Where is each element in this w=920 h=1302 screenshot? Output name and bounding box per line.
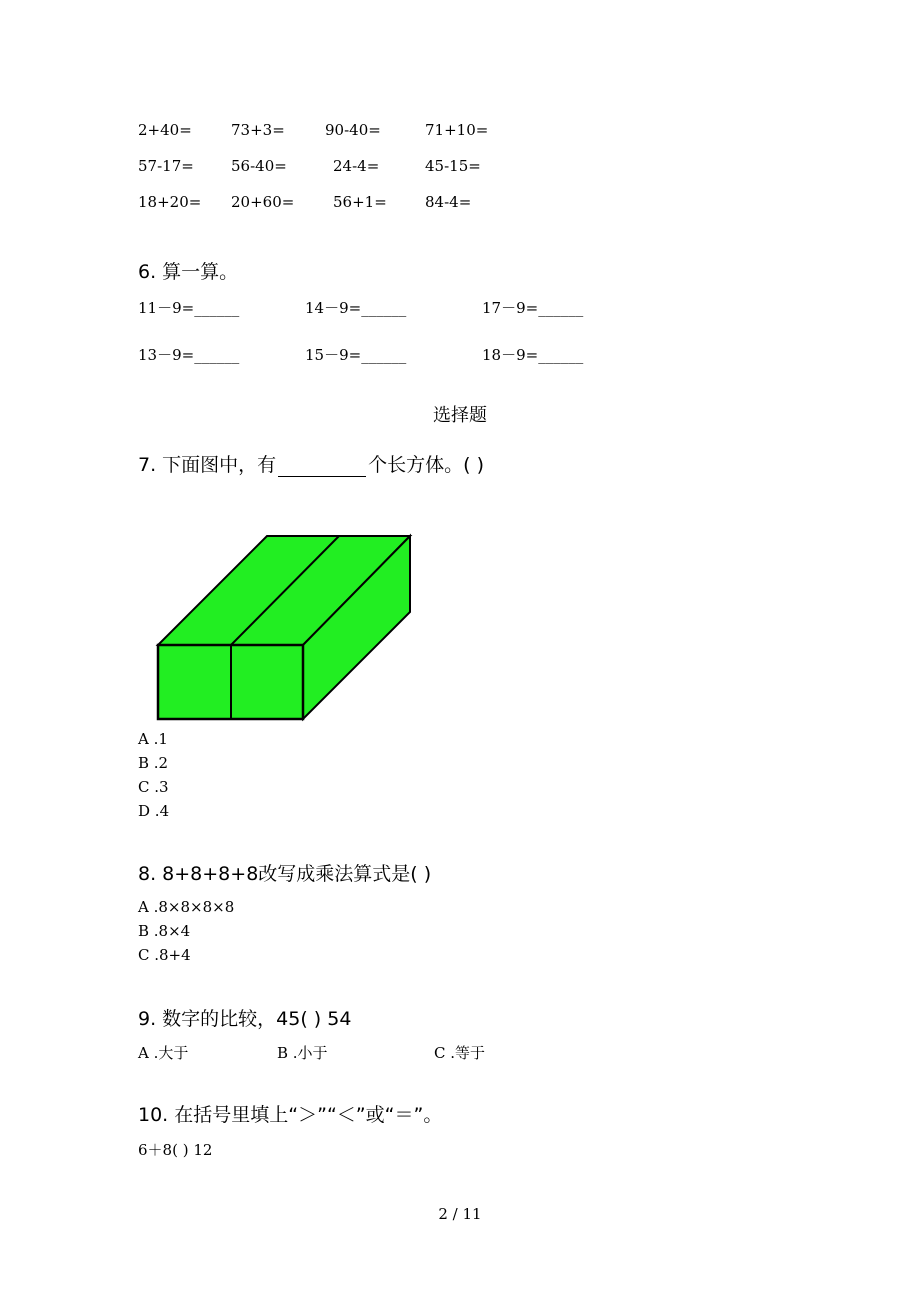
arith-item: 56+1= [333, 193, 387, 211]
arith-item: 57-17= [138, 157, 194, 175]
arith-item: 90-40= [325, 121, 381, 139]
q8-option-b[interactable]: B .8×4 [138, 922, 191, 940]
q6-item: 11－9=______ [138, 299, 240, 317]
arith-item: 24-4= [333, 157, 380, 175]
q6-title: 6. 算一算。 [138, 261, 239, 283]
q6-item: 13－9=______ [138, 346, 240, 364]
arith-item: 71+10= [425, 121, 489, 139]
section-title: 选择题 [433, 405, 487, 426]
q10-title: 10. 在括号里填上“＞”“＜”或“＝”。 [138, 1104, 443, 1126]
cuboid-figure [150, 528, 420, 728]
q6-item: 18－9=______ [482, 346, 584, 364]
q6-item: 17－9=______ [482, 299, 584, 317]
q9-option-c[interactable]: C .等于 [434, 1044, 486, 1062]
arith-item: 56-40= [231, 157, 287, 175]
arith-item: 84-4= [425, 193, 472, 211]
q10-line: 6＋8( ) 12 [138, 1141, 213, 1159]
arith-item: 2+40= [138, 121, 192, 139]
arith-item: 45-15= [425, 157, 481, 175]
q6-item: 14－9=______ [305, 299, 407, 317]
q7-text-before: 7. 下面图中，有 [138, 454, 277, 476]
q6-item: 15－9=______ [305, 346, 407, 364]
q7-option-b[interactable]: B .2 [138, 754, 169, 772]
q9-option-a[interactable]: A .大于 [138, 1044, 189, 1062]
q8-option-a[interactable]: A .8×8×8×8 [138, 898, 235, 916]
arith-item: 20+60= [231, 193, 295, 211]
arith-item: 18+20= [138, 193, 202, 211]
answer-blank[interactable] [278, 458, 366, 477]
q7-text-after: 个长方体。( ) [368, 454, 485, 476]
q9-option-b[interactable]: B .小于 [277, 1044, 328, 1062]
q7-option-c[interactable]: C .3 [138, 778, 169, 796]
q8-option-c[interactable]: C .8+4 [138, 946, 191, 964]
q7-title [138, 450, 484, 477]
q8-title: 8. 8+8+8+8改写成乘法算式是( ) [138, 863, 432, 885]
q7-option-d[interactable]: D .4 [138, 802, 170, 820]
q7-option-a[interactable]: A .1 [138, 730, 168, 748]
arith-item: 73+3= [231, 121, 285, 139]
page-number: 2 / 11 [438, 1205, 482, 1223]
q9-title: 9. 数字的比较，45( ) 54 [138, 1008, 352, 1030]
